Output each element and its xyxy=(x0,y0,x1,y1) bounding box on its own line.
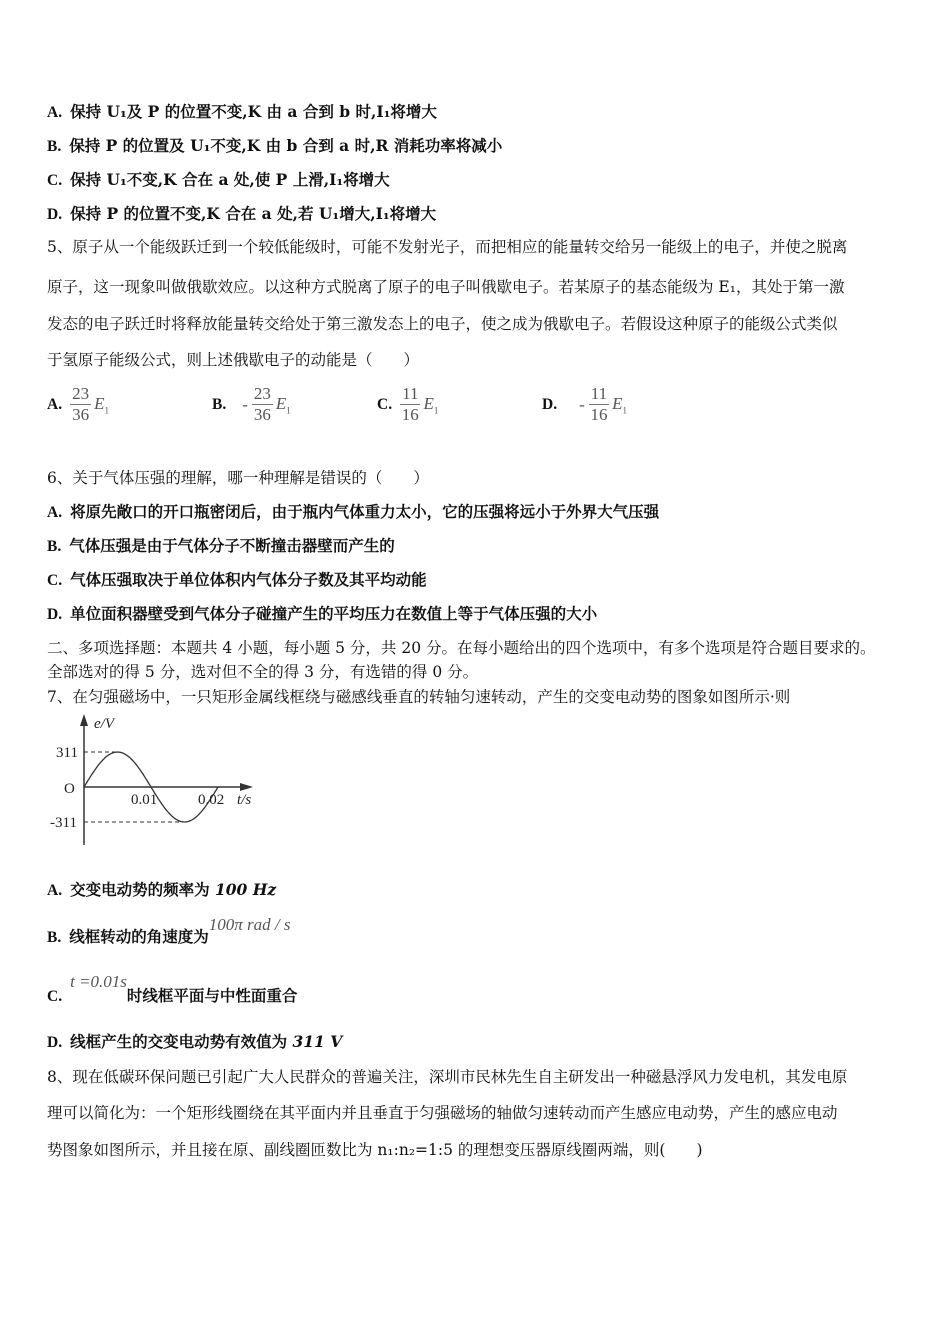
q4-option-d: D. 保持 P 的位置不变,K 合在 a 处,若 U₁增大,I₁将增大 xyxy=(47,204,437,223)
q5-option-c: C. $\frac{11}{16}$ $E_1$ xyxy=(377,384,439,424)
x-axis-arrow xyxy=(240,783,253,791)
q6-stem: 6、关于气体压强的理解，哪一种理解是错误的（ ） xyxy=(47,469,429,487)
q4-option-b: B. 保持 P 的位置及 U₁不变,K 由 b 合到 a 时,R 消耗功率将减小 xyxy=(47,136,503,155)
q6-option-b: B. 气体压强是由于气体分子不断撞击器壁而产生的 xyxy=(47,536,395,555)
q5-option-d: D. - $\frac{11}{16}$ $E_1$ xyxy=(542,384,628,424)
q7-option-c: C.t =0.01s时线框平面与中性面重合 xyxy=(47,972,298,1005)
q6-option-c: C. 气体压强取决于单位体积内气体分子数及其平均动能 xyxy=(47,570,427,589)
x-tick-label: 0.02 xyxy=(198,792,225,808)
q5-stem-line: 5、原子从一个能级跃迁到一个较低能级时，可能不发射光子，而把相应的能量转交给另一能级上的电子，并使之脱离 xyxy=(47,238,848,256)
y-min-label: -311 xyxy=(50,815,77,831)
q5-option-a: A. $\frac{23}{36}$ $E_1$ xyxy=(47,384,109,424)
q5-option-b: B. - $\frac{23}{36}$ $E_1$ xyxy=(212,384,291,424)
q7-option-a: A. 交变电动势的频率为 100 Hz xyxy=(47,880,277,899)
q7-emf-graph xyxy=(40,710,280,850)
fraction: $\frac{11}{16}$ xyxy=(401,384,419,424)
q6-option-a: A. 将原先敞口的开口瓶密闭后，由于瓶内气体重力太小，它的压强将远小于外界大气压强 xyxy=(47,502,660,521)
x-axis-label: t/s xyxy=(237,792,252,808)
q7-option-d: D. 线框产生的交变电动势有效值为 311 V xyxy=(47,1032,343,1051)
q6-option-d: D. 单位面积器壁受到气体分子碰撞产生的平均压力在数值上等于气体压强的大小 xyxy=(47,604,598,623)
q5-stem-line: 于氢原子能级公式，则上述俄歇电子的动能是（ ） xyxy=(47,351,420,369)
fraction: $\frac{23}{36}$ xyxy=(253,384,271,424)
q4-option-a: A. 保持 U₁及 P 的位置不变,K 由 a 合到 b 时,I₁将增大 xyxy=(47,102,437,121)
y-axis-arrow xyxy=(80,714,88,726)
origin-label: O xyxy=(64,781,75,797)
q8-stem-line: 势图象如图所示，并且接在原、副线圈匝数比为 n₁:n₂=1:5 的理想变压器原线圈两端，则( ) xyxy=(47,1141,703,1159)
y-max-label: 311 xyxy=(56,745,78,761)
y-axis-label: e/V xyxy=(94,716,114,732)
q5-stem-line: 发态的电子跃迁时将释放能量转交给处于第三激发态上的电子，使之成为俄歇电子。若假设这种原子的能级公式类似 xyxy=(47,315,838,333)
fraction: $\frac{11}{16}$ xyxy=(590,384,608,424)
q7-option-b: B. 线框转动的角速度为100π rad / s xyxy=(47,915,291,946)
q7-stem: 7、在匀强磁场中，一只矩形金属线框绕与磁感线垂直的转轴匀速转动，产生的交变电动势的图象如图所示·则 xyxy=(47,688,791,706)
q4-option-c: C. 保持 U₁不变,K 合在 a 处,使 P 上滑,I₁将增大 xyxy=(47,170,390,189)
q8-stem-line: 8、现在低碳环保问题已引起广大人民群众的普遍关注，深圳市民林先生自主研发出一种磁悬浮风力发电机，其发电原 xyxy=(47,1068,848,1086)
fraction: $\frac{23}{36}$ xyxy=(72,384,90,424)
q8-stem-line: 理可以简化为：一个矩形线圈绕在其平面内并且垂直于匀强磁场的轴做匀速转动而产生感应电动势，产生的感应电动 xyxy=(47,1104,838,1122)
x-tick-label: 0.01 xyxy=(131,792,158,808)
q5-stem-line: 原子，这一现象叫做俄歇效应。以这种方式脱离了原子的电子叫俄歇电子。若某原子的基态能级为 E₁，其处于第一激 xyxy=(47,278,845,296)
